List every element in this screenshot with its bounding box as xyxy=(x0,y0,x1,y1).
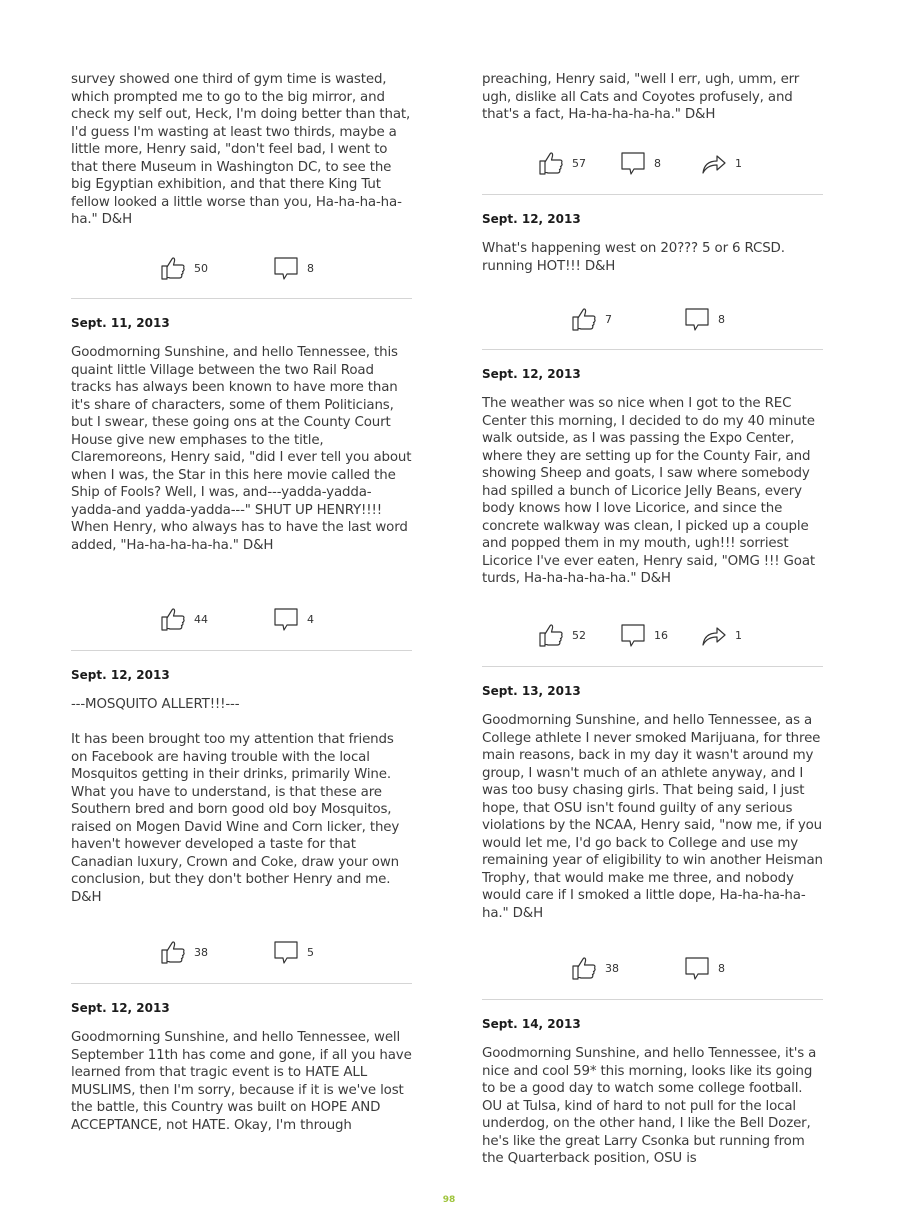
like-count: 57 xyxy=(572,156,586,170)
post-paragraph: survey showed one third of gym time is wasted, which prompted me to go to the big mirror, and check my self out, Heck, I'm doing better than that, I'd guess I'm wasting at least two thirds, maybe a little more, Henry said, "don't feel bad, I went to that there Museum in Washington DC, to see the big Egyptian exhibition, and that there King Tut fellow looked a little worse than you, Ha-ha-ha-ha-ha." D&H xyxy=(71,72,411,227)
comment-bubble-icon xyxy=(273,606,299,632)
like-count: 44 xyxy=(194,612,208,626)
post xyxy=(482,1016,823,1168)
post-text xyxy=(71,696,412,906)
post xyxy=(71,71,412,229)
comment-count: 5 xyxy=(307,945,314,959)
comment-bubble-icon xyxy=(273,255,299,281)
post-date: Sept. 12, 2013 xyxy=(71,1001,170,1015)
comment-button[interactable] xyxy=(684,953,725,983)
comment-button[interactable] xyxy=(620,148,661,178)
post-text xyxy=(482,71,823,124)
post-date: Sept. 11, 2013 xyxy=(71,316,170,330)
post-date: Sept. 14, 2013 xyxy=(482,1017,581,1031)
like-button[interactable] xyxy=(571,953,619,983)
comment-bubble-icon xyxy=(684,955,710,981)
post-actions xyxy=(71,604,412,634)
post-paragraph: ---MOSQUITO ALLERT!!!--- xyxy=(71,697,240,712)
thumbs-up-icon xyxy=(571,955,597,981)
post-text xyxy=(482,240,823,275)
like-count: 7 xyxy=(605,312,612,326)
thumbs-up-icon xyxy=(160,606,186,632)
like-count: 38 xyxy=(605,961,619,975)
post-actions xyxy=(482,304,823,334)
comment-bubble-icon xyxy=(273,939,299,965)
share-arrow-icon xyxy=(701,622,727,648)
post-actions xyxy=(482,620,823,650)
comment-bubble-icon xyxy=(620,622,646,648)
like-button[interactable] xyxy=(571,304,612,334)
share-count: 1 xyxy=(735,628,742,642)
thumbs-up-icon xyxy=(571,306,597,332)
comment-count: 8 xyxy=(307,261,314,275)
post-date: Sept. 12, 2013 xyxy=(482,367,581,381)
like-count: 38 xyxy=(194,945,208,959)
like-button[interactable] xyxy=(160,604,208,634)
like-button[interactable] xyxy=(160,937,208,967)
divider xyxy=(482,999,823,1000)
comment-bubble-icon xyxy=(620,150,646,176)
comment-count: 8 xyxy=(718,961,725,975)
post-actions xyxy=(71,253,412,283)
post-text xyxy=(482,1045,823,1168)
post xyxy=(482,366,823,588)
divider xyxy=(71,298,412,299)
divider xyxy=(71,650,412,651)
divider xyxy=(482,194,823,195)
post-paragraph: What's happening west on 20??? 5 or 6 RCSD. running HOT!!! D&H xyxy=(482,241,785,274)
post-paragraph: It has been brought too my attention that friends on Facebook are having trouble with the local Mosquitos getting in their drinks, primarily Wine. What you have to understand, is that these are Southern bred and born good old boy Mosquitos, raised on Mogen David Wine and Corn licker, they haven't however developed a taste for that Canadian luxury, Crown and Coke, draw your own conclusion, but they don't bother Henry and me. D&H xyxy=(71,732,400,905)
post-actions xyxy=(482,953,823,983)
post-date: Sept. 13, 2013 xyxy=(482,684,581,698)
comment-button[interactable] xyxy=(620,620,668,650)
left-column xyxy=(71,71,412,1134)
comment-count: 8 xyxy=(718,312,725,326)
comment-count: 8 xyxy=(654,156,661,170)
post xyxy=(71,1000,412,1134)
post xyxy=(71,315,412,572)
like-button[interactable] xyxy=(160,253,208,283)
post-actions xyxy=(71,937,412,967)
share-button[interactable] xyxy=(701,620,742,650)
post-date: Sept. 12, 2013 xyxy=(482,212,581,226)
post-text xyxy=(482,395,823,588)
thumbs-up-icon xyxy=(160,255,186,281)
comment-count: 4 xyxy=(307,612,314,626)
post-text xyxy=(71,71,412,229)
thumbs-up-icon xyxy=(538,150,564,176)
divider xyxy=(482,666,823,667)
post xyxy=(482,683,823,922)
divider xyxy=(482,349,823,350)
post xyxy=(482,71,823,124)
post-paragraph: Goodmorning Sunshine, and hello Tennessee, as a College athlete I never smoked Marijuana, for three main reasons, back in my day it wasn't around my group, I wasn't much of an athlete anyway, and I was too busy chasing girls. That being said, I just hope, that OSU isn't found guilty of any serious violations by the NCAA, Henry said, "now me, if you would let me, I'd go back to College and use my remaining year of eligibility to win another Heisman Trophy, that would make me three, and nobody would care if I smoked a little dope, Ha-ha-ha-ha-ha." D&H xyxy=(482,713,823,921)
post-paragraph: Goodmorning Sunshine, and hello Tennessee, it's a nice and cool 59* this morning, looks like its going to be a good day to watch some college football. OU at Tulsa, kind of hard to not pull for the local underdog, on the other hand, I like the Bell Dozer, he's like the great Larry Csonka but running from the Quarterback position, OSU is xyxy=(482,1046,817,1166)
thumbs-up-icon xyxy=(160,939,186,965)
like-button[interactable] xyxy=(538,148,586,178)
post-text xyxy=(71,1029,412,1134)
share-arrow-icon xyxy=(701,150,727,176)
comment-button[interactable] xyxy=(684,304,725,334)
like-count: 50 xyxy=(194,261,208,275)
post xyxy=(482,211,823,275)
post-text xyxy=(71,344,412,572)
post-paragraph: preaching, Henry said, "well I err, ugh, umm, err ugh, dislike all Cats and Coyotes profusely, and that's a fact, Ha-ha-ha-ha-ha." D&H xyxy=(482,72,800,122)
share-button[interactable] xyxy=(701,148,742,178)
comment-button[interactable] xyxy=(273,253,314,283)
post-actions xyxy=(482,148,823,178)
comment-count: 16 xyxy=(654,628,668,642)
thumbs-up-icon xyxy=(538,622,564,648)
post xyxy=(71,667,412,906)
right-column xyxy=(482,71,823,1168)
post-date: Sept. 12, 2013 xyxy=(71,668,170,682)
comment-bubble-icon xyxy=(684,306,710,332)
divider xyxy=(71,983,412,984)
comment-button[interactable] xyxy=(273,604,314,634)
comment-button[interactable] xyxy=(273,937,314,967)
post-paragraph: The weather was so nice when I got to the REC Center this morning, I decided to do my 40 minute walk outside, as I was passing the Expo Center, where they are setting up for the County Fair, and showing Sheep and goats, I saw where somebody had spilled a bunch of Licorice Jelly Beans, every body knows how I love Licorice, and since the concrete walkway was clean, I picked up a couple and popped them in my mouth, ugh!!! sorriest Licorice I've ever eaten, Henry said, "OMG !!! Goat turds, Ha-ha-ha-ha-ha." D&H xyxy=(482,396,815,586)
like-count: 52 xyxy=(572,628,586,642)
post-paragraph: Goodmorning Sunshine, and hello Tennessee, well September 11th has come and gone, if all you have learned from that tragic event is to HATE ALL MUSLIMS, then I'm sorry, because if it is we've lost the battle, this Country was built on HOPE AND ACCEPTANCE, not HATE. Okay, I'm through xyxy=(71,1030,412,1133)
post-paragraph: Goodmorning Sunshine, and hello Tennessee, this quaint little Village between the two Rail Road tracks has always been known to have more than it's share of characters, some of them Politicians, but I swear, these going ons at the County Court House give new emphases to the title, Claremoreons, Henry said, "did I ever tell you about when I was, the Star in this here movie called the Ship of Fools? Well, I was, and---yadda-yadda-yadda-and yadda-yadda---" SHUT UP HENRY!!!! When Henry, who always has to have the last word added, "Ha-ha-ha-ha-ha." D&H xyxy=(71,345,412,553)
page-number: 98 xyxy=(442,1195,456,1205)
like-button[interactable] xyxy=(538,620,586,650)
post-text xyxy=(482,712,823,922)
share-count: 1 xyxy=(735,156,742,170)
